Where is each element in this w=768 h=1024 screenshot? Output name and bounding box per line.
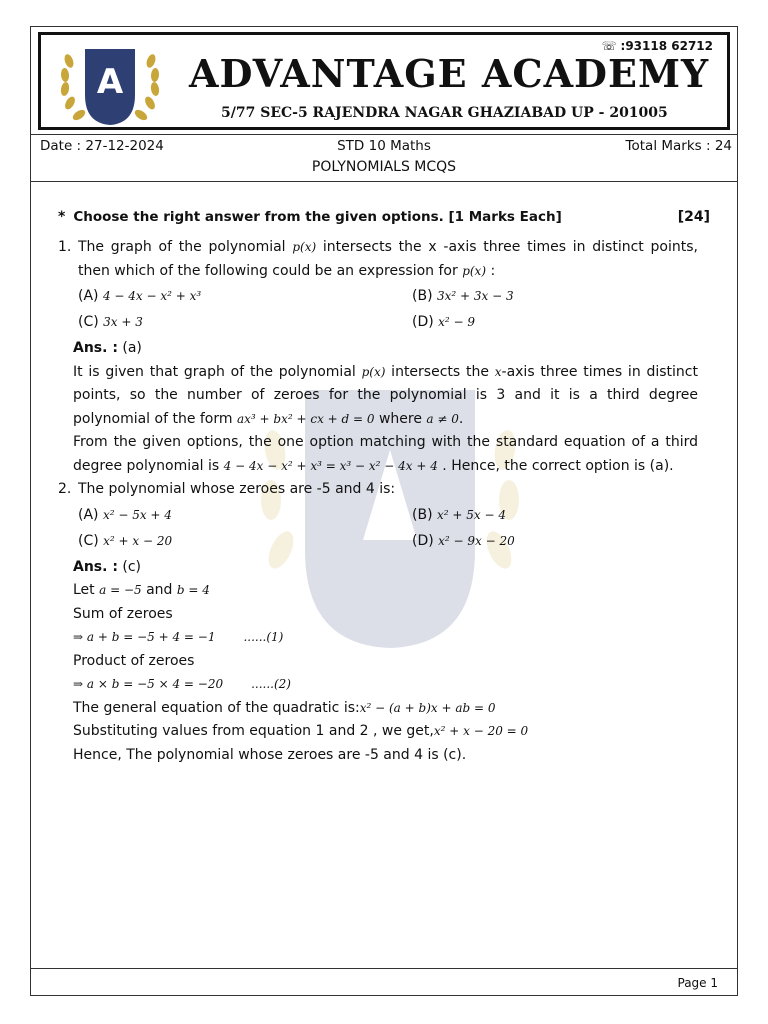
question-text: The polynomial whose zeroes are -5 and 4 is: [78, 481, 396, 497]
option-d: (D) x² − 9 [412, 314, 476, 330]
explanation-line: Hence, The polynomial whose zeroes are -5 and 4 is (c). [73, 746, 467, 763]
question-1 [58, 236, 698, 283]
explanation-line: Substituting values from equation 1 and 2 , we get,x² + x − 20 = 0 [73, 723, 529, 739]
option-a: (A) x² − 5x + 4 [78, 506, 172, 523]
option-b: (B) 3x² + 3x − 3 [412, 288, 514, 304]
total-marks: Total Marks : 24 [625, 138, 732, 154]
academy-name: ADVANTAGE ACADEMY [189, 51, 710, 96]
question-2 [58, 478, 698, 502]
explanation-line: ⇒ a × b = −5 × 4 = −20 ......(2) [73, 677, 291, 691]
option-c: (C) x² + x − 20 [78, 532, 173, 549]
question-text: The graph of the polynomial p(x) intersects the x -axis three times in distinct points, then which of the following could be an expression for p(x) : [78, 239, 698, 279]
exam-title: POLYNOMIALS MCQS [311, 159, 457, 175]
instruction-line [58, 206, 710, 232]
explanation-p1: It is given that graph of the polynomial p(x) intersects the x-axis three times in distinct points, so the number of zeroes for the polynomial is 3 and it is a third degree polynomial of the form ax³ + bx² + cx + d = 0 where a ≠ 0. [73, 363, 698, 427]
option-b: (B) x² + 5x − 4 [412, 506, 506, 523]
answer-line: Ans. : (a) [73, 340, 142, 356]
phone-icon: ☏ [601, 39, 617, 53]
question-number: 2. [58, 481, 72, 497]
question-content [58, 206, 710, 767]
options-q1 [78, 285, 698, 337]
exam-info-bar [30, 134, 738, 182]
options-q2 [78, 504, 698, 556]
instruction-bullet: * [58, 209, 66, 225]
academy-address: 5/77 SEC-5 RAJENDRA NAGAR GHAZIABAD UP - 201005 [221, 105, 668, 121]
explanation-p2: From the given options, the one option matching with the standard equation of a third degree polynomial is 4 − 4x − x² + x³ = x³ − x² − 4x + 4 . Hence, the correct option is (a). [73, 434, 698, 474]
page-number: Page 1 [677, 976, 718, 990]
section-marks: [24] [677, 209, 710, 225]
question-number: 1. [58, 239, 72, 255]
explanation-line: The general equation of the quadratic is:x² − (a + b)x + ab = 0 [73, 699, 496, 716]
instruction-text: Choose the right answer from the given options. [1 Marks Each] [73, 209, 562, 225]
header-box [38, 32, 730, 130]
phone-number: ☏ :93118 62712 [601, 39, 713, 53]
explanation-line: Let a = −5 and b = 4 [73, 582, 210, 598]
option-a: (A) 4 − 4x − x² + x³ [78, 288, 202, 304]
explanation-line: Product of zeroes [73, 652, 195, 669]
answer-q1 [73, 337, 698, 478]
academy-logo [55, 43, 165, 127]
svg-text:A: A [96, 62, 124, 102]
option-d: (D) x² − 9x − 20 [412, 532, 515, 549]
option-c: (C) 3x + 3 [78, 314, 143, 330]
footer-divider [30, 968, 738, 969]
explanation-line: ⇒ a + b = −5 + 4 = −1 ......(1) [73, 630, 284, 644]
exam-subject: STD 10 Maths [337, 138, 431, 154]
answer-q2 [73, 556, 698, 768]
explanation-line: Sum of zeroes [73, 605, 173, 622]
exam-date: Date : 27-12-2024 [40, 138, 164, 154]
answer-line: Ans. : (c) [73, 558, 142, 575]
